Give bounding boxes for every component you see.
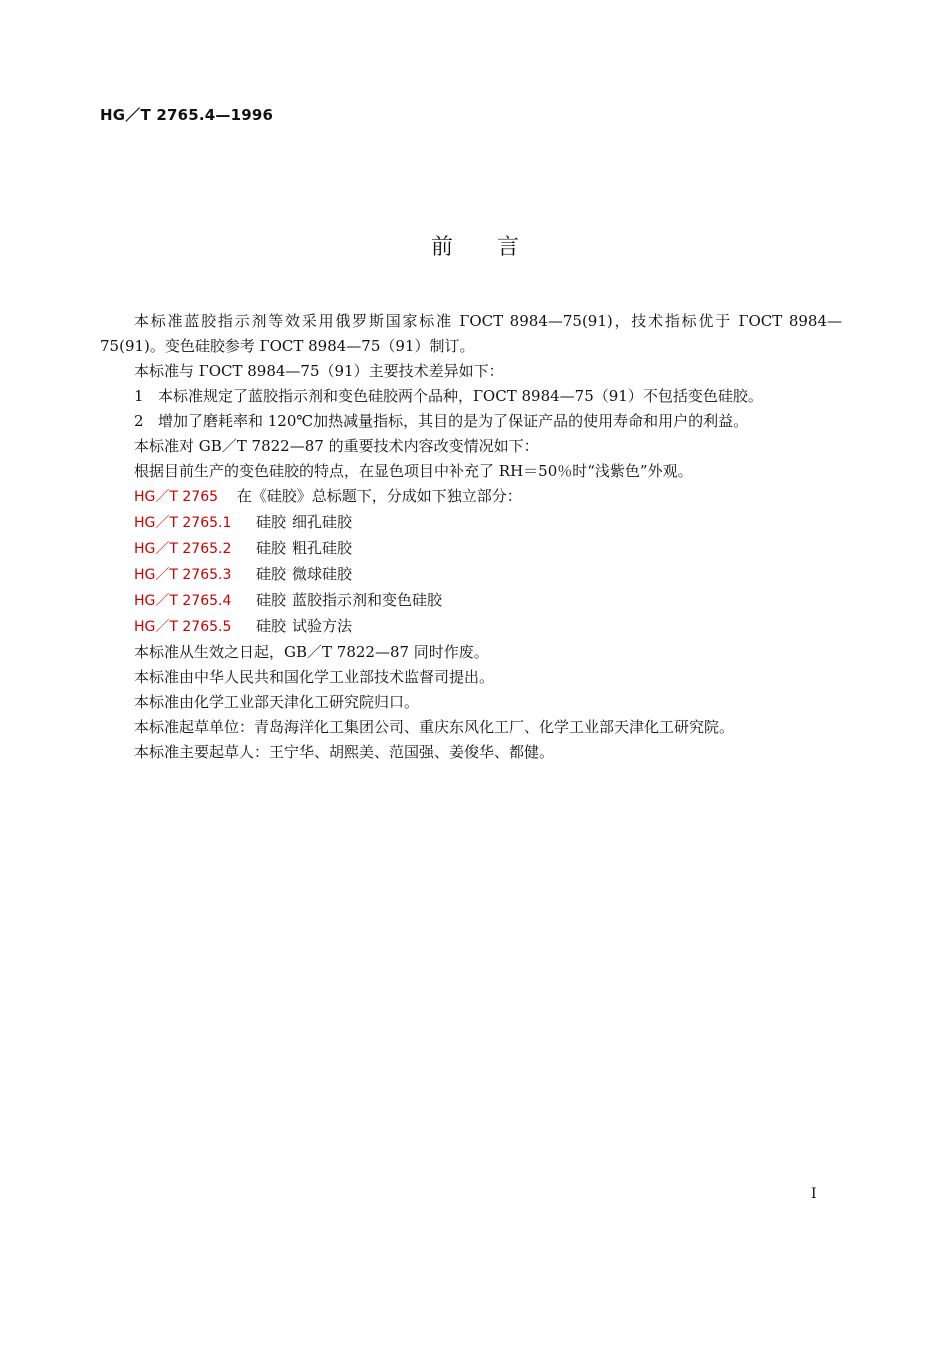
diff-text: 增加了磨耗率和 120℃加热减量指标，其目的是为了保证产品的使用寿命和用户的利益。 xyxy=(158,412,749,430)
part-item xyxy=(100,588,842,614)
change-intro: 本标准对 GB／T 7822—87 的重要技术内容改变情况如下： xyxy=(134,437,539,455)
part-title: 蓝胶指示剂和变色硅胶 xyxy=(292,591,443,609)
parts-intro-text: 在《硅胶》总标题下，分成如下独立部分： xyxy=(236,487,522,505)
part-series: 硅胶 xyxy=(256,513,287,531)
part-title: 细孔硅胶 xyxy=(292,513,353,531)
document-body xyxy=(100,309,842,765)
part-item xyxy=(100,562,842,588)
part-series: 硅胶 xyxy=(256,565,287,583)
closing-line: 本标准由中华人民共和国化学工业部技术监督司提出。 xyxy=(134,668,495,686)
diff-number: 2 xyxy=(134,412,144,430)
part-title: 粗孔硅胶 xyxy=(292,539,353,557)
part-title: 试验方法 xyxy=(292,617,353,635)
part-code: HG／T 2765.1 xyxy=(134,515,232,531)
part-series: 硅胶 xyxy=(256,591,287,609)
part-code: HG／T 2765.2 xyxy=(134,541,232,557)
part-series: 硅胶 xyxy=(256,539,287,557)
page-number: I xyxy=(811,1186,817,1202)
closing-line: 本标准由化学工业部天津化工研究院归口。 xyxy=(134,693,420,711)
closing-line: 本标准起草单位：青岛海洋化工集团公司、重庆东风化工厂、化学工业部天津化工研究院。 xyxy=(134,718,735,736)
diff-item xyxy=(100,409,842,434)
part-item xyxy=(100,510,842,536)
diff-number: 1 xyxy=(134,387,144,405)
diff-intro: 本标准与 ГОСТ 8984—75（91）主要技术差异如下： xyxy=(134,362,504,380)
part-code: HG／T 2765.4 xyxy=(134,593,232,609)
closing-line: 本标准主要起草人：王宁华、胡熙美、范国强、姜俊华、都健。 xyxy=(134,743,555,761)
part-series: 硅胶 xyxy=(256,617,287,635)
part-item xyxy=(100,614,842,640)
part-code: HG／T 2765.3 xyxy=(134,567,232,583)
parts-code: HG／T 2765 xyxy=(134,489,219,505)
part-item xyxy=(100,536,842,562)
part-code: HG／T 2765.5 xyxy=(134,619,232,635)
closing-line: 本标准从生效之日起，GB／T 7822—87 同时作废。 xyxy=(134,643,489,661)
standard-code: HG／T 2765.4—1996 xyxy=(100,106,274,124)
diff-item xyxy=(100,384,842,409)
diff-text: 本标准规定了蓝胶指示剂和变色硅胶两个品种，ГОСТ 8984—75（91）不包括变色硅胶。 xyxy=(158,387,763,405)
parts-intro xyxy=(100,484,842,510)
change-text: 根据目前生产的变色硅胶的特点，在显色项目中补充了 RH＝50％时“浅紫色”外观。 xyxy=(134,462,693,480)
part-title: 微球硅胶 xyxy=(292,565,353,583)
page-title: 前言 xyxy=(430,235,563,260)
intro-paragraph: 本标准蓝胶指示剂等效采用俄罗斯国家标准 ГОСТ 8984—75(91)，技术指标优于 ГОСТ 8984—75(91)。变色硅胶参考 ГОСТ 8984—75（91）制订。 xyxy=(100,312,842,355)
